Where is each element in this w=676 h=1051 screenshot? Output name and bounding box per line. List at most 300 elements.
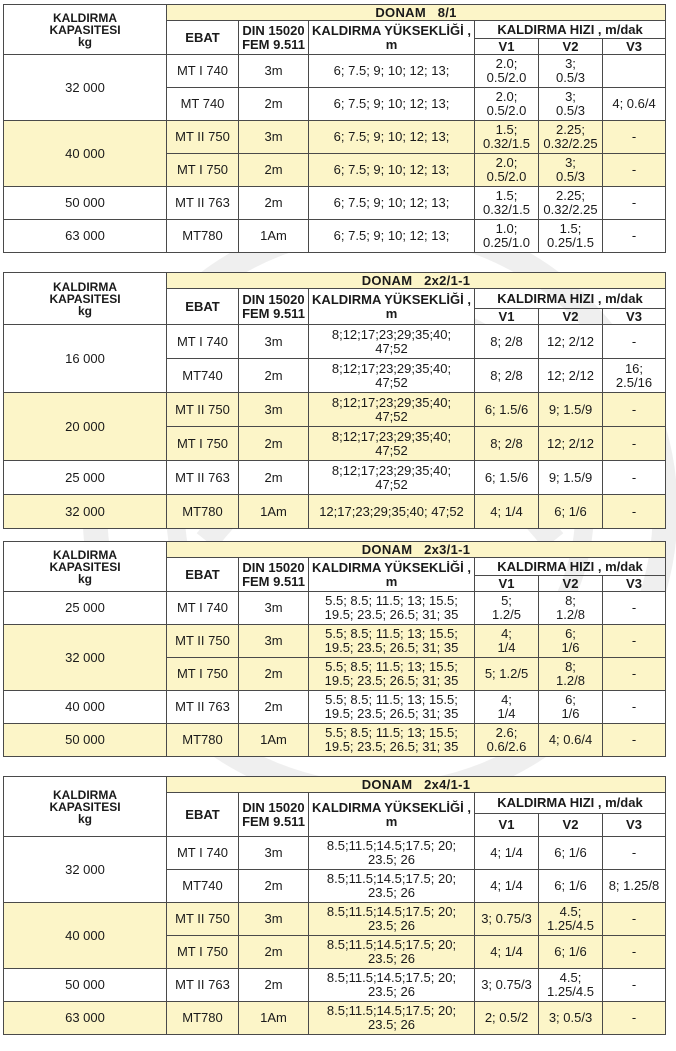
spec-table-4: [3, 776, 666, 1035]
cell-line: 6; 7.5; 9; 10; 12; 13;: [333, 96, 450, 111]
header-row-donam: [4, 5, 666, 21]
cell-line: 6; 1.5/6: [484, 401, 529, 417]
cell-line: 12; 2/12: [547, 435, 594, 451]
cell-line: 8;12;17;23;29;35;40;: [331, 462, 452, 478]
v1-cell: [475, 724, 539, 757]
cell-line: 5.5; 8.5; 11.5; 13; 15.5;: [325, 593, 458, 608]
cell-line: 2.6;: [495, 725, 518, 740]
v3-cell: [603, 55, 666, 88]
cell-line: 4.5;: [559, 904, 582, 919]
v1-cell: [475, 325, 539, 359]
height-cell: [309, 427, 475, 461]
v3-cell: [603, 187, 666, 220]
cell-line: -: [631, 503, 637, 519]
din-cell: 3m: [239, 325, 309, 359]
v2-header: V2: [539, 576, 603, 592]
v3-cell: [603, 969, 666, 1002]
cell-line: 6; 1/6: [554, 878, 587, 893]
donam-value: 2x2/1-1: [424, 272, 471, 288]
cell-line: -: [631, 666, 637, 681]
cell-line: 8; 2/8: [490, 435, 523, 451]
v3-header: V3: [603, 576, 666, 592]
v2-header: V2: [539, 309, 603, 325]
ebat-cell: MT I 750: [167, 658, 239, 691]
cell-line: 47;52: [375, 408, 408, 424]
v3-cell: [603, 837, 666, 870]
cell-line: 6; 1.5/6: [484, 469, 529, 485]
v2-header: V2: [539, 39, 603, 55]
cell-line: 0.6/2.6: [486, 739, 527, 754]
cell-line: 47;52: [375, 374, 408, 390]
cell-line: 2.5/16: [615, 374, 653, 390]
capacity-header: [4, 542, 167, 592]
cell-line: 8.5;11.5;14.5;17.5; 20;: [326, 904, 457, 919]
v3-cell: [603, 936, 666, 969]
cell-line: 8.5;11.5;14.5;17.5; 20;: [326, 1003, 457, 1018]
din-cell: 2m: [239, 870, 309, 903]
cell-line: 4;: [501, 692, 512, 707]
height-cell: [309, 187, 475, 220]
v1-cell: [475, 495, 539, 529]
table-row: [4, 837, 666, 870]
cell-line: kg: [77, 303, 92, 318]
cell-line: 2.0;: [495, 89, 518, 104]
v2-cell: [539, 903, 603, 936]
cell-line: -: [631, 977, 637, 992]
ebat-cell: MT I 750: [167, 427, 239, 461]
cell-line: 4; 1/4: [490, 878, 523, 893]
cell-line: -: [631, 228, 637, 243]
cell-line: 6;: [565, 692, 576, 707]
table-row: [4, 625, 666, 658]
cell-line: 0.25/1.5: [547, 235, 594, 250]
din-cell: 1Am: [239, 495, 309, 529]
ebat-cell: MT 740: [167, 88, 239, 121]
capacity-cell: 63 000: [4, 1002, 167, 1035]
ebat-cell: MT II 750: [167, 903, 239, 936]
cell-line: 19.5; 23.5; 26.5; 31; 35: [324, 739, 459, 754]
ebat-cell: MT I 740: [167, 325, 239, 359]
cell-line: -: [631, 162, 637, 177]
v2-cell: [539, 187, 603, 220]
din-cell: 1Am: [239, 724, 309, 757]
v2-cell: [539, 393, 603, 427]
ebat-header: EBAT: [167, 793, 239, 837]
cell-line: 9; 1.5/9: [548, 469, 593, 485]
header-row-donam: [4, 542, 666, 558]
cell-line: 16;: [624, 360, 644, 376]
v3-cell: [603, 154, 666, 187]
header-row-donam: [4, 777, 666, 793]
cell-line: 8;12;17;23;29;35;40;: [331, 326, 452, 342]
table-row: [4, 495, 666, 529]
v1-cell: [475, 969, 539, 1002]
cell-line: kg: [77, 811, 92, 826]
v2-cell: [539, 461, 603, 495]
cell-line: 0.32/1.5: [483, 136, 530, 151]
table-row: [4, 691, 666, 724]
cell-line: FEM 9.511: [242, 305, 305, 321]
v1-cell: [475, 461, 539, 495]
height-cell: [309, 837, 475, 870]
v1-cell: [475, 592, 539, 625]
height-cell: [309, 88, 475, 121]
cell-line: 23.5; 26: [368, 918, 415, 933]
cell-line: 0.32/2.25: [543, 136, 598, 151]
cell-line: 5; 1.2/5: [484, 666, 529, 681]
v1-cell: [475, 691, 539, 724]
cell-line: 2.0;: [495, 56, 518, 71]
cell-line: -: [631, 845, 637, 860]
cell-line: 1/4: [497, 640, 516, 655]
height-cell: [309, 393, 475, 427]
din-cell: 2m: [239, 691, 309, 724]
height-cell: [309, 969, 475, 1002]
donam-header: [167, 273, 666, 289]
cell-line: 23.5; 26: [368, 885, 415, 900]
height-cell: [309, 154, 475, 187]
cell-line: 8.5;11.5;14.5;17.5; 20;: [326, 871, 457, 886]
din-header: [239, 289, 309, 325]
cell-line: 5.5; 8.5; 11.5; 13; 15.5;: [325, 725, 458, 740]
cell-line: -: [631, 195, 637, 210]
cell-line: 8; 2/8: [490, 367, 523, 383]
cell-line: -: [631, 469, 637, 485]
cell-line: DIN 15020: [242, 22, 305, 38]
v1-cell: [475, 121, 539, 154]
cell-line: DIN 15020: [242, 799, 305, 815]
v1-cell: [475, 870, 539, 903]
height-header: [309, 558, 475, 592]
din-header: [239, 21, 309, 55]
height-cell: [309, 325, 475, 359]
din-cell: 1Am: [239, 1002, 309, 1035]
cell-line: DIN 15020: [242, 559, 305, 575]
height-cell: [309, 1002, 475, 1035]
ebat-cell: MT I 740: [167, 55, 239, 88]
cell-line: 8;12;17;23;29;35;40;: [331, 394, 452, 410]
din-cell: 2m: [239, 461, 309, 495]
height-cell: [309, 359, 475, 393]
cell-line: -: [631, 435, 637, 451]
v2-cell: [539, 88, 603, 121]
cell-line: 19.5; 23.5; 26.5; 31; 35: [324, 673, 459, 688]
v2-cell: [539, 495, 603, 529]
v1-cell: [475, 1002, 539, 1035]
cell-line: 6; 7.5; 9; 10; 12; 13;: [333, 195, 450, 210]
cell-line: 1.25/4.5: [547, 984, 594, 999]
cell-line: 0.5/2.0: [486, 169, 527, 184]
v3-cell: [603, 870, 666, 903]
height-cell: [309, 724, 475, 757]
ebat-cell: MT740: [167, 870, 239, 903]
cell-line: 47;52: [375, 476, 408, 492]
v3-cell: [603, 903, 666, 936]
cell-line: -: [631, 732, 637, 747]
height-cell: [309, 592, 475, 625]
ebat-cell: MT780: [167, 1002, 239, 1035]
cell-line: 4; 0.6/4: [548, 732, 593, 747]
cell-line: m: [385, 573, 398, 589]
din-cell: 2m: [239, 969, 309, 1002]
ebat-cell: MT II 750: [167, 121, 239, 154]
v2-cell: [539, 870, 603, 903]
cell-line: 2.25;: [556, 122, 585, 137]
table-row: [4, 969, 666, 1002]
ebat-cell: MT II 763: [167, 969, 239, 1002]
cell-line: -: [631, 333, 637, 349]
ebat-cell: MT I 750: [167, 154, 239, 187]
cell-line: 2.0;: [495, 155, 518, 170]
ebat-cell: MT I 740: [167, 837, 239, 870]
cell-line: 4; 1/4: [490, 845, 523, 860]
cell-line: 3;: [565, 56, 576, 71]
cell-line: 5.5; 8.5; 11.5; 13; 15.5;: [325, 626, 458, 641]
donam-value: 2x4/1-1: [424, 776, 471, 792]
v3-header: V3: [603, 39, 666, 55]
capacity-header: [4, 5, 167, 55]
height-cell: [309, 625, 475, 658]
cell-line: 0.5/2.0: [486, 103, 527, 118]
cell-line: 12; 2/12: [547, 333, 594, 349]
table-row: [4, 325, 666, 359]
v3-cell: [603, 625, 666, 658]
v2-cell: [539, 121, 603, 154]
table-row: [4, 187, 666, 220]
cell-line: 8.5;11.5;14.5;17.5; 20;: [326, 838, 457, 853]
capacity-cell: 16 000: [4, 325, 167, 393]
cell-line: -: [631, 699, 637, 714]
cell-line: -: [631, 600, 637, 615]
ebat-cell: MT780: [167, 220, 239, 253]
din-cell: 2m: [239, 658, 309, 691]
v3-cell: [603, 427, 666, 461]
cell-line: 9; 1.5/9: [548, 401, 593, 417]
din-cell: 3m: [239, 55, 309, 88]
cell-line: KAPASITESI: [49, 22, 121, 37]
v1-cell: [475, 936, 539, 969]
cell-line: 47;52: [375, 340, 408, 356]
cell-line: 4; 1/4: [490, 944, 523, 959]
cell-line: -: [631, 633, 637, 648]
cell-line: 4; 1/4: [490, 503, 523, 519]
cell-line: KALDIRMA: [53, 547, 117, 562]
cell-line: 1.5;: [559, 221, 582, 236]
donam-header: [167, 542, 666, 558]
din-cell: 3m: [239, 121, 309, 154]
v2-cell: [539, 625, 603, 658]
cell-line: 47;52: [375, 442, 408, 458]
din-cell: 2m: [239, 359, 309, 393]
ebat-cell: MT II 750: [167, 625, 239, 658]
cell-line: 8;: [565, 659, 576, 674]
v2-cell: [539, 1002, 603, 1035]
capacity-cell: 25 000: [4, 461, 167, 495]
cell-line: 8;: [565, 593, 576, 608]
capacity-header: [4, 273, 167, 325]
cell-line: 12;17;23;29;35;40; 47;52: [319, 503, 464, 519]
v3-cell: [603, 121, 666, 154]
capacity-cell: 50 000: [4, 969, 167, 1002]
cell-line: 0.32/1.5: [483, 202, 530, 217]
cell-line: -: [631, 944, 637, 959]
v2-cell: [539, 592, 603, 625]
donam-label: DONAM: [375, 4, 426, 20]
donam-label: DONAM: [361, 776, 413, 792]
cell-line: 6; 1/6: [554, 503, 587, 519]
ebat-cell: MT780: [167, 724, 239, 757]
v3-cell: [603, 495, 666, 529]
height-cell: [309, 121, 475, 154]
cell-line: 1/4: [497, 706, 516, 721]
cell-line: 6; 7.5; 9; 10; 12; 13;: [333, 63, 450, 78]
v1-cell: [475, 903, 539, 936]
v1-cell: [475, 658, 539, 691]
donam-value: 8/1: [437, 4, 457, 20]
cell-line: 3; 0.5/3: [548, 1010, 593, 1025]
cell-line: 19.5; 23.5; 26.5; 31; 35: [324, 607, 459, 622]
table-row: [4, 220, 666, 253]
cell-line: m: [385, 813, 398, 829]
table-row: [4, 1002, 666, 1035]
capacity-cell: 40 000: [4, 903, 167, 969]
height-cell: [309, 658, 475, 691]
cell-line: 1.5;: [495, 122, 518, 137]
cell-line: 3;: [565, 89, 576, 104]
height-cell: [309, 461, 475, 495]
v2-cell: [539, 154, 603, 187]
v1-cell: [475, 220, 539, 253]
header-row-donam: [4, 273, 666, 289]
v3-cell: [603, 658, 666, 691]
cell-line: FEM 9.511: [242, 36, 305, 52]
din-header: [239, 558, 309, 592]
donam-label: DONAM: [361, 272, 413, 288]
din-cell: 3m: [239, 837, 309, 870]
cell-line: m: [385, 305, 398, 321]
cell-line: 1.2/5: [492, 607, 521, 622]
v1-cell: [475, 55, 539, 88]
cell-line: 4.5;: [559, 970, 582, 985]
ebat-header: EBAT: [167, 21, 239, 55]
cell-line: 0.32/2.25: [543, 202, 598, 217]
spec-table-1: [3, 4, 666, 253]
din-cell: 3m: [239, 592, 309, 625]
height-cell: [309, 220, 475, 253]
ebat-header: EBAT: [167, 289, 239, 325]
cell-line: 3; 0.75/3: [481, 911, 532, 926]
cell-line: -: [631, 401, 637, 417]
capacity-cell: 50 000: [4, 187, 167, 220]
cell-line: KALDIRMA YÜKSEKLİĞİ ,: [312, 799, 471, 815]
v1-cell: [475, 359, 539, 393]
cell-line: 1.2/8: [556, 607, 585, 622]
v2-cell: [539, 837, 603, 870]
v2-cell: [539, 427, 603, 461]
cell-line: KAPASITESI: [49, 799, 121, 814]
speed-header: KALDIRMA HIZI , m/dak: [475, 793, 666, 814]
capacity-cell: 63 000: [4, 220, 167, 253]
capacity-cell: 40 000: [4, 121, 167, 187]
v1-cell: [475, 837, 539, 870]
cell-line: 6; 7.5; 9; 10; 12; 13;: [333, 162, 450, 177]
speed-header: KALDIRMA HIZI , m/dak: [475, 289, 666, 309]
v3-cell: [603, 325, 666, 359]
height-header: [309, 793, 475, 837]
capacity-cell: 20 000: [4, 393, 167, 461]
height-cell: [309, 691, 475, 724]
din-cell: 2m: [239, 427, 309, 461]
height-header: [309, 289, 475, 325]
v1-cell: [475, 393, 539, 427]
capacity-cell: 32 000: [4, 55, 167, 121]
donam-header: [167, 777, 666, 793]
cell-line: 1.25/4.5: [547, 918, 594, 933]
v1-header: V1: [475, 309, 539, 325]
v3-cell: [603, 220, 666, 253]
capacity-cell: 32 000: [4, 495, 167, 529]
capacity-cell: 50 000: [4, 724, 167, 757]
v1-header: V1: [475, 39, 539, 55]
cell-line: 8;12;17;23;29;35;40;: [331, 360, 452, 376]
din-cell: 2m: [239, 936, 309, 969]
capacity-cell: 25 000: [4, 592, 167, 625]
v3-cell: [603, 724, 666, 757]
cell-line: 6; 1/6: [554, 845, 587, 860]
table-row: [4, 724, 666, 757]
cell-line: 1.0;: [495, 221, 518, 236]
v2-cell: [539, 936, 603, 969]
v2-cell: [539, 220, 603, 253]
cell-line: 1.2/8: [556, 673, 585, 688]
v2-cell: [539, 325, 603, 359]
cell-line: 19.5; 23.5; 26.5; 31; 35: [324, 706, 459, 721]
cell-line: 6; 7.5; 9; 10; 12; 13;: [333, 228, 450, 243]
cell-line: 23.5; 26: [368, 984, 415, 999]
cell-line: 1/6: [561, 706, 580, 721]
din-header: [239, 793, 309, 837]
v1-cell: [475, 154, 539, 187]
cell-line: 6; 7.5; 9; 10; 12; 13;: [333, 129, 450, 144]
v3-cell: [603, 359, 666, 393]
din-cell: 3m: [239, 393, 309, 427]
capacity-cell: 32 000: [4, 625, 167, 691]
table-row: [4, 461, 666, 495]
ebat-cell: MT II 763: [167, 691, 239, 724]
donam-header: [167, 5, 666, 21]
spec-table-2: [3, 272, 666, 529]
v1-header: V1: [475, 576, 539, 592]
v3-header: V3: [603, 309, 666, 325]
cell-line: -: [631, 1010, 637, 1025]
cell-line: 12; 2/12: [547, 367, 594, 383]
v3-header: V3: [603, 814, 666, 837]
v2-cell: [539, 55, 603, 88]
speed-header: KALDIRMA HIZI , m/dak: [475, 21, 666, 39]
cell-line: 19.5; 23.5; 26.5; 31; 35: [324, 640, 459, 655]
cell-line: KALDIRMA: [53, 787, 117, 802]
v2-cell: [539, 724, 603, 757]
cell-line: 3;: [565, 155, 576, 170]
cell-line: -: [631, 911, 637, 926]
ebat-cell: MT I 750: [167, 936, 239, 969]
height-cell: [309, 495, 475, 529]
cell-line: KALDIRMA YÜKSEKLİĞİ ,: [312, 291, 471, 307]
v1-cell: [475, 427, 539, 461]
cell-line: kg: [77, 571, 92, 586]
cell-line: 8.5;11.5;14.5;17.5; 20;: [326, 970, 457, 985]
v1-header: V1: [475, 814, 539, 837]
